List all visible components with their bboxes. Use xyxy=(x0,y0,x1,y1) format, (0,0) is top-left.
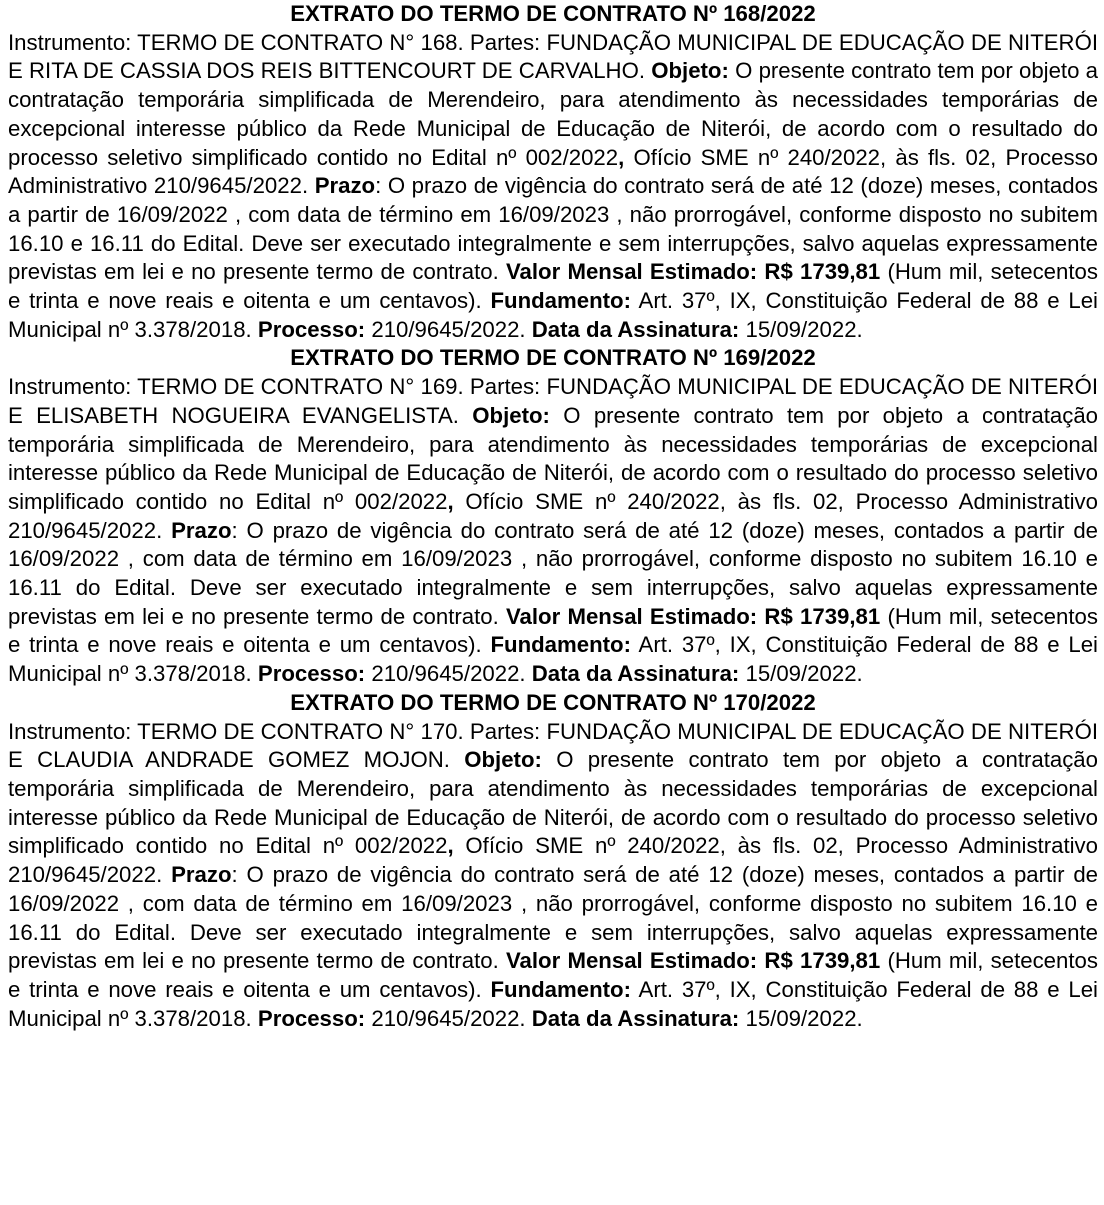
valor-label: Valor Mensal Estimado: R$ 1739,81 xyxy=(505,259,881,285)
objeto-label: Objeto: xyxy=(472,402,550,428)
fundamento-label: Fundamento: xyxy=(490,288,631,314)
instrumento-text: Instrumento: TERMO DE CONTRATO N° 169. Partes: FUNDAÇÃO MUNICIPAL DE EDUCAÇÃO DE NITERÓI E ELISABETH NOGUEIRA EVANGELISTA. xyxy=(8,374,1098,428)
objeto-comma: , xyxy=(447,833,454,859)
prazo-text: : O prazo de vigência do contrato será de até 12 (doze) meses, contados a partir de 16/09/2022 , com data de término em 16/09/2023 , não prorrogável, conforme disposto no subitem 16.10 e 16.11 do Edital. Deve ser executado integralmente e sem interrupções, salvo aquelas expressamente previstas em lei e no presente termo de contrato. xyxy=(8,173,1098,285)
prazo-label: Prazo xyxy=(171,517,232,543)
prazo-label: Prazo xyxy=(314,173,376,199)
processo-label: Processo: xyxy=(257,661,366,687)
prazo-label: Prazo xyxy=(171,862,232,888)
assinatura-date: 15/09/2022. xyxy=(745,1005,863,1031)
objeto-reference: Ofício SME nº 240/2022, às fls. 02, Processo Administrativo 210/9645/2022. xyxy=(8,488,1098,543)
contract-extract-170 xyxy=(8,689,1098,1033)
objeto-reference: Ofício SME nº 240/2022, às fls. 02, Processo Administrativo 210/9645/2022. xyxy=(8,833,1098,888)
valor-text: (Hum mil, setecentos e trinta e nove reais e oitenta e um centavos). xyxy=(8,948,1098,1002)
objeto-reference: Ofício SME nº 240/2022, às fls. 02, Processo Administrativo 210/9645/2022. xyxy=(8,144,1099,199)
assinatura-date: 15/09/2022. xyxy=(745,661,863,687)
processo-text: 210/9645/2022. xyxy=(371,1005,526,1031)
objeto-text: O presente contrato tem por objeto a contratação temporária simplificada de Merendeiro, para atendimento às necessidades temporárias de excepcional interesse público da Rede Municipal de Educação de Niterói, de acordo com o resultado do processo seletivo simplificado contido no Edital nº 002/2022 xyxy=(8,58,1098,170)
valor-label: Valor Mensal Estimado: R$ 1739,81 xyxy=(505,948,881,974)
assinatura-label: Data da Assinatura: xyxy=(531,1005,740,1031)
instrumento-text: Instrumento: TERMO DE CONTRATO N° 170. Partes: FUNDAÇÃO MUNICIPAL DE EDUCAÇÃO DE NITERÓI E CLAUDIA ANDRADE GOMEZ MOJON. xyxy=(8,718,1098,773)
processo-label: Processo: xyxy=(257,1005,366,1031)
objeto-comma: , xyxy=(447,488,454,514)
fundamento-text: Art. 37º, IX, Constituição Federal de 88 e Lei Municipal nº 3.378/2018. xyxy=(8,976,1098,1031)
assinatura-label: Data da Assinatura: xyxy=(531,661,740,687)
assinatura-date: 15/09/2022. xyxy=(745,316,863,342)
objeto-label: Objeto: xyxy=(464,747,542,773)
processo-text: 210/9645/2022. xyxy=(371,316,526,342)
assinatura-label: Data da Assinatura: xyxy=(531,316,740,342)
contract-extract-168 xyxy=(8,0,1098,344)
contract-body xyxy=(8,373,1098,689)
valor-text: (Hum mil, setecentos e trinta e nove reais e oitenta e um centavos). xyxy=(8,259,1098,314)
prazo-text: : O prazo de vigência do contrato será de até 12 (doze) meses, contados a partir de 16/09/2022 , com data de término em 16/09/2023 , não prorrogável, conforme disposto no subitem 16.10 e 16.11 do Edital. Deve ser executado integralmente e sem interrupções, salvo aquelas expressamente previstas em lei e no presente termo de contrato. xyxy=(8,517,1099,629)
contract-extract-169 xyxy=(8,344,1098,688)
instrumento-text: Instrumento: TERMO DE CONTRATO N° 168. Partes: FUNDAÇÃO MUNICIPAL DE EDUCAÇÃO DE NITERÓI E RITA DE CASSIA DOS REIS BITTENCOURT DE CARVALHO. xyxy=(8,29,1098,84)
objeto-label: Objeto: xyxy=(651,58,729,84)
objeto-comma: , xyxy=(618,144,625,170)
fundamento-label: Fundamento: xyxy=(490,976,631,1002)
contract-title: EXTRATO DO TERMO DE CONTRATO Nº 169/2022 xyxy=(290,345,816,371)
fundamento-text: Art. 37º, IX, Constituição Federal de 88 e Lei Municipal nº 3.378/2018. xyxy=(8,632,1098,687)
objeto-text: O presente contrato tem por objeto a contratação temporária simplificada de Merendeiro, para atendimento às necessidades temporárias de excepcional interesse público da Rede Municipal de Educação de Niterói, de acordo com o resultado do processo seletivo simplificado contido no Edital nº 002/2022 xyxy=(8,402,1099,514)
contract-title: EXTRATO DO TERMO DE CONTRATO Nº 170/2022 xyxy=(290,689,816,715)
processo-text: 210/9645/2022. xyxy=(371,661,526,687)
contract-title: EXTRATO DO TERMO DE CONTRATO Nº 168/2022 xyxy=(290,1,816,26)
contract-body xyxy=(8,718,1098,1034)
valor-label: Valor Mensal Estimado: R$ 1739,81 xyxy=(505,603,881,629)
processo-label: Processo: xyxy=(257,316,366,342)
objeto-text: O presente contrato tem por objeto a contratação temporária simplificada de Merendeiro, para atendimento às necessidades temporárias de excepcional interesse público da Rede Municipal de Educação de Niterói, de acordo com o resultado do processo seletivo simplificado contido no Edital nº 002/2022 xyxy=(8,747,1098,859)
fundamento-label: Fundamento: xyxy=(490,632,631,658)
valor-text: (Hum mil, setecentos e trinta e nove reais e oitenta e um centavos). xyxy=(8,603,1098,658)
fundamento-text: Art. 37º, IX, Constituição Federal de 88 e Lei Municipal nº 3.378/2018. xyxy=(8,288,1098,342)
contract-body xyxy=(8,29,1098,345)
prazo-text: : O prazo de vigência do contrato será de até 12 (doze) meses, contados a partir de 16/09/2022 , com data de término em 16/09/2023 , não prorrogável, conforme disposto no subitem 16.10 e 16.11 do Edital. Deve ser executado integralmente e sem interrupções, salvo aquelas expressamente previstas em lei e no presente termo de contrato. xyxy=(8,862,1099,974)
